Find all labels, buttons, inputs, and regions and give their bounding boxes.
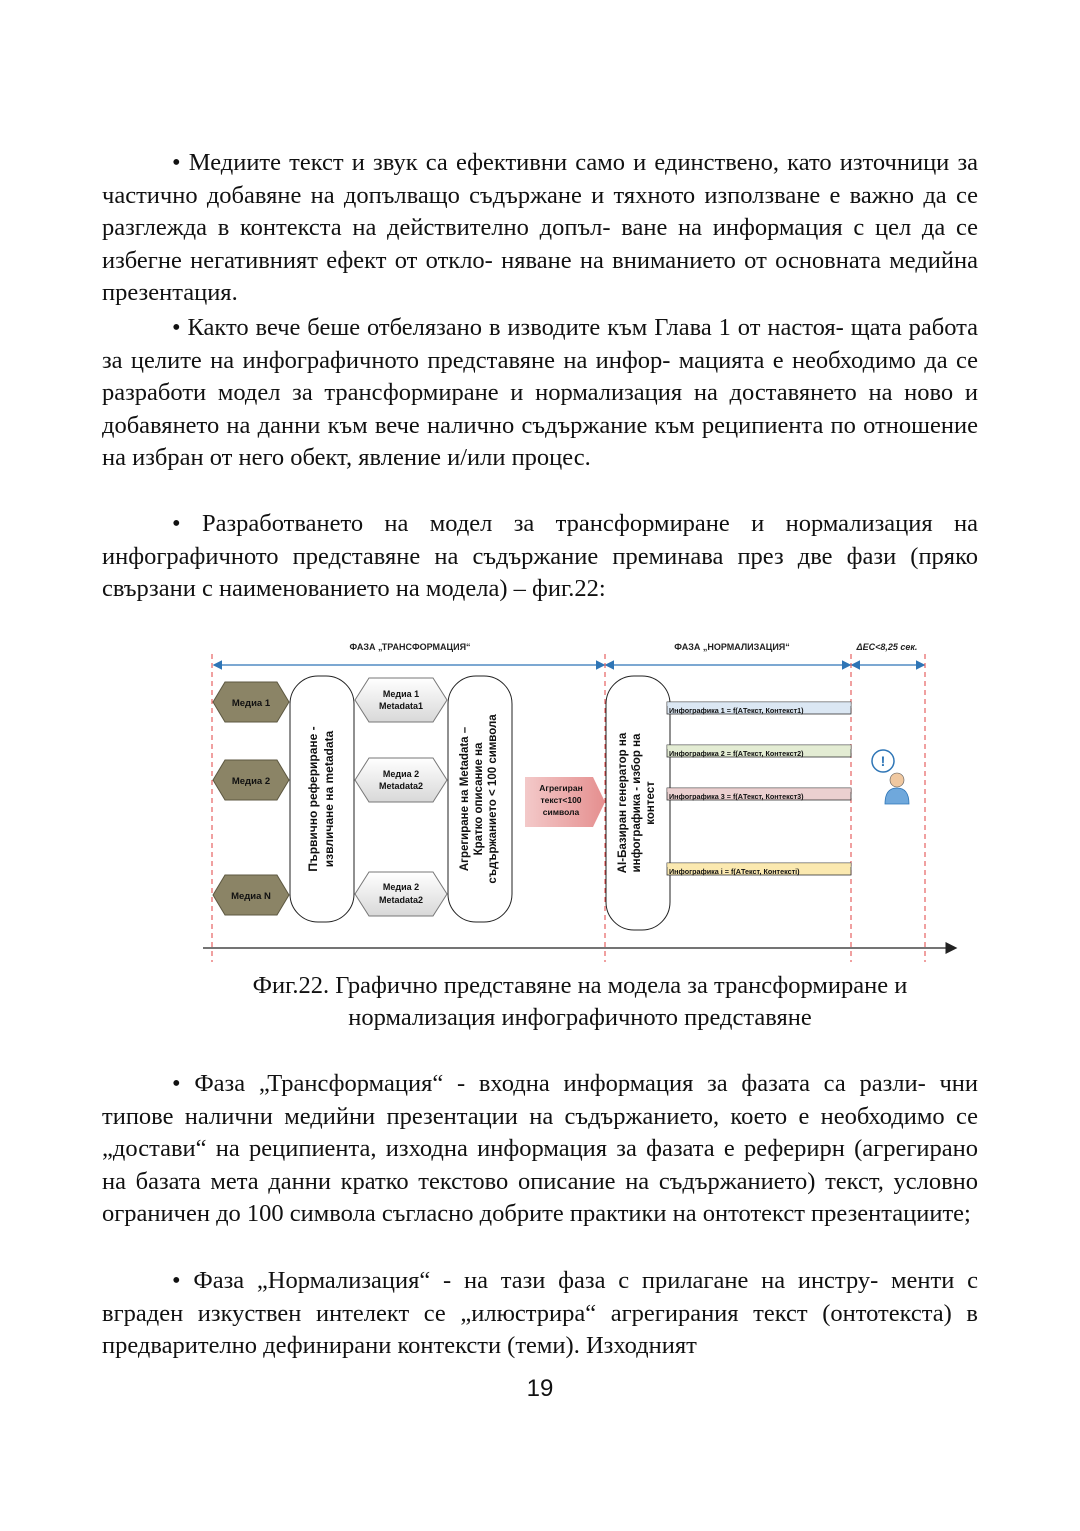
figure-caption <box>180 970 980 1034</box>
infographic-2-bar <box>667 745 851 758</box>
primary-ref-line1: Първично рефериране - <box>306 726 320 872</box>
paragraph-text: Медиите текст и звук са ефективни само и единствено, като източници за частично добавяне на допълващо съдържане и тяхното използване е важно да се разглежда в контекста на действително допъл- ване на информация с цел да се избегне негативният ефект от откло- няване на вниманието от основната медийна презентация. <box>102 149 978 306</box>
phase-transform-label: ФАЗА „ТРАНСФОРМАЦИЯ“ <box>349 642 471 652</box>
metadata-1-line1: Медиа 1 <box>382 689 420 699</box>
aggregation-line1: Агрегиране на Metadata – <box>459 726 471 872</box>
bullet: • <box>172 510 181 537</box>
paragraph-media-text-sound <box>102 147 978 310</box>
infographic-3-bar <box>667 788 851 801</box>
primary-ref-line2: извличане на metadata <box>322 730 336 868</box>
infographic-3-label: Инфографика 3 = f(AТекст, Контекст3) <box>669 792 804 801</box>
paragraph-text: Фаза „Трансформация“ - входна информация за фазата са разли- чни типове налични медийни презентации на съдържанието, което е необходимо се „достави“ на реципиента, изходна информация за фазата е реферирн (агрегирано на базата мета данни кратко текстово описание на съдържанието) текст, условно ограничен до 100 символа съгласно добрите практики на онтотекст презентациите; <box>102 1070 979 1227</box>
bullet: • <box>172 1070 181 1097</box>
infographic-1-bar <box>667 702 851 715</box>
metadata-n-shape <box>355 872 447 916</box>
ai-generator-line1: AI-Базиран генератор на <box>617 732 629 874</box>
aggregated-text-line3: символа <box>542 807 580 817</box>
caption-line-2: нормализация инфографичното представяне <box>348 1004 812 1031</box>
paragraph-phase-transform <box>102 1068 978 1231</box>
media-n-label: Медиа N <box>231 891 271 902</box>
paragraph-text: Както вече беше отбелязано в изводите към Глава 1 от настоя- щата работа за целите на инфографичното представяне на инфор- мацията е необходимо да се разработи модел за трансформиране и нормализация на доставянето на ново и добавянето на данни към вече налично съдържание към реципиента по отношение на избран от него обект, явление и/или процес. <box>102 314 979 471</box>
infographic-2-label: Инфографика 2 = f(AТекст, Контекст2) <box>669 749 804 758</box>
paragraph-phase-normalize <box>102 1265 978 1363</box>
media-2-shape <box>213 760 289 800</box>
media-1-label: Медиа 1 <box>231 698 271 709</box>
paragraph-model-need <box>102 312 978 475</box>
paragraph-text: Разработването на модел за трансформиране и нормализация на инфографичното представяне на съдържание преминава през две фази (пряко свързани с наименованието на модела) – фиг.22: <box>102 510 978 602</box>
bullet: • <box>172 149 181 176</box>
delta-time-label: ΔEC<8,25 сек. <box>856 642 918 652</box>
phase-normalize-label: ФАЗА „НОРМАЛИЗАЦИЯ“ <box>674 642 790 652</box>
media-n-shape <box>213 875 289 915</box>
metadata-2-line2: Metadata2 <box>378 781 424 791</box>
aggregation-line3: съдържанието < 100 символа <box>487 714 499 884</box>
metadata-n-line1: Медиа 2 <box>382 882 420 892</box>
ai-generator-line3: контест <box>645 781 657 825</box>
svg-text:!: ! <box>880 753 886 769</box>
metadata-n-line2: Metadata2 <box>378 895 424 905</box>
bullet: • <box>172 314 181 341</box>
infographic-i-bar <box>667 863 851 876</box>
paragraph-text: Фаза „Нормализация“ - на тази фаза с прилагане на инстру- менти с вграден изкуствен интелект се „илюстрира“ агрегирания текст (онтотекста) в предварително дефинирани контексти (теми). Изходният <box>102 1267 978 1359</box>
aggregated-text-line2: текст<100 <box>540 795 582 805</box>
aggregation-line2: Кратко описание на <box>473 742 485 856</box>
page-number: 19 <box>526 1375 554 1402</box>
recipient-person-icon <box>872 750 909 804</box>
metadata-1-shape <box>355 678 447 722</box>
infographic-1-label: Инфографика 1 = f(AТекст, Контекст1) <box>669 706 804 715</box>
infographic-i-label: Инфографика i = f(AТекст, Контекстi) <box>669 867 800 876</box>
media-2-label: Медиа 2 <box>231 776 271 787</box>
caption-line-1: Фиг.22. Графично представяне на модела за трансформиране и <box>252 972 908 999</box>
paragraph-two-phases <box>102 508 978 606</box>
figure-22-diagram <box>195 632 965 967</box>
ai-generator-line2: инфографика - избор на <box>631 733 643 873</box>
metadata-2-line1: Медиа 2 <box>382 769 420 779</box>
metadata-2-shape <box>355 758 447 802</box>
bullet: • <box>172 1267 181 1294</box>
metadata-1-line2: Metadata1 <box>378 701 424 711</box>
aggregated-text-line1: Агрегиран <box>539 783 583 793</box>
media-1-shape <box>213 682 289 722</box>
